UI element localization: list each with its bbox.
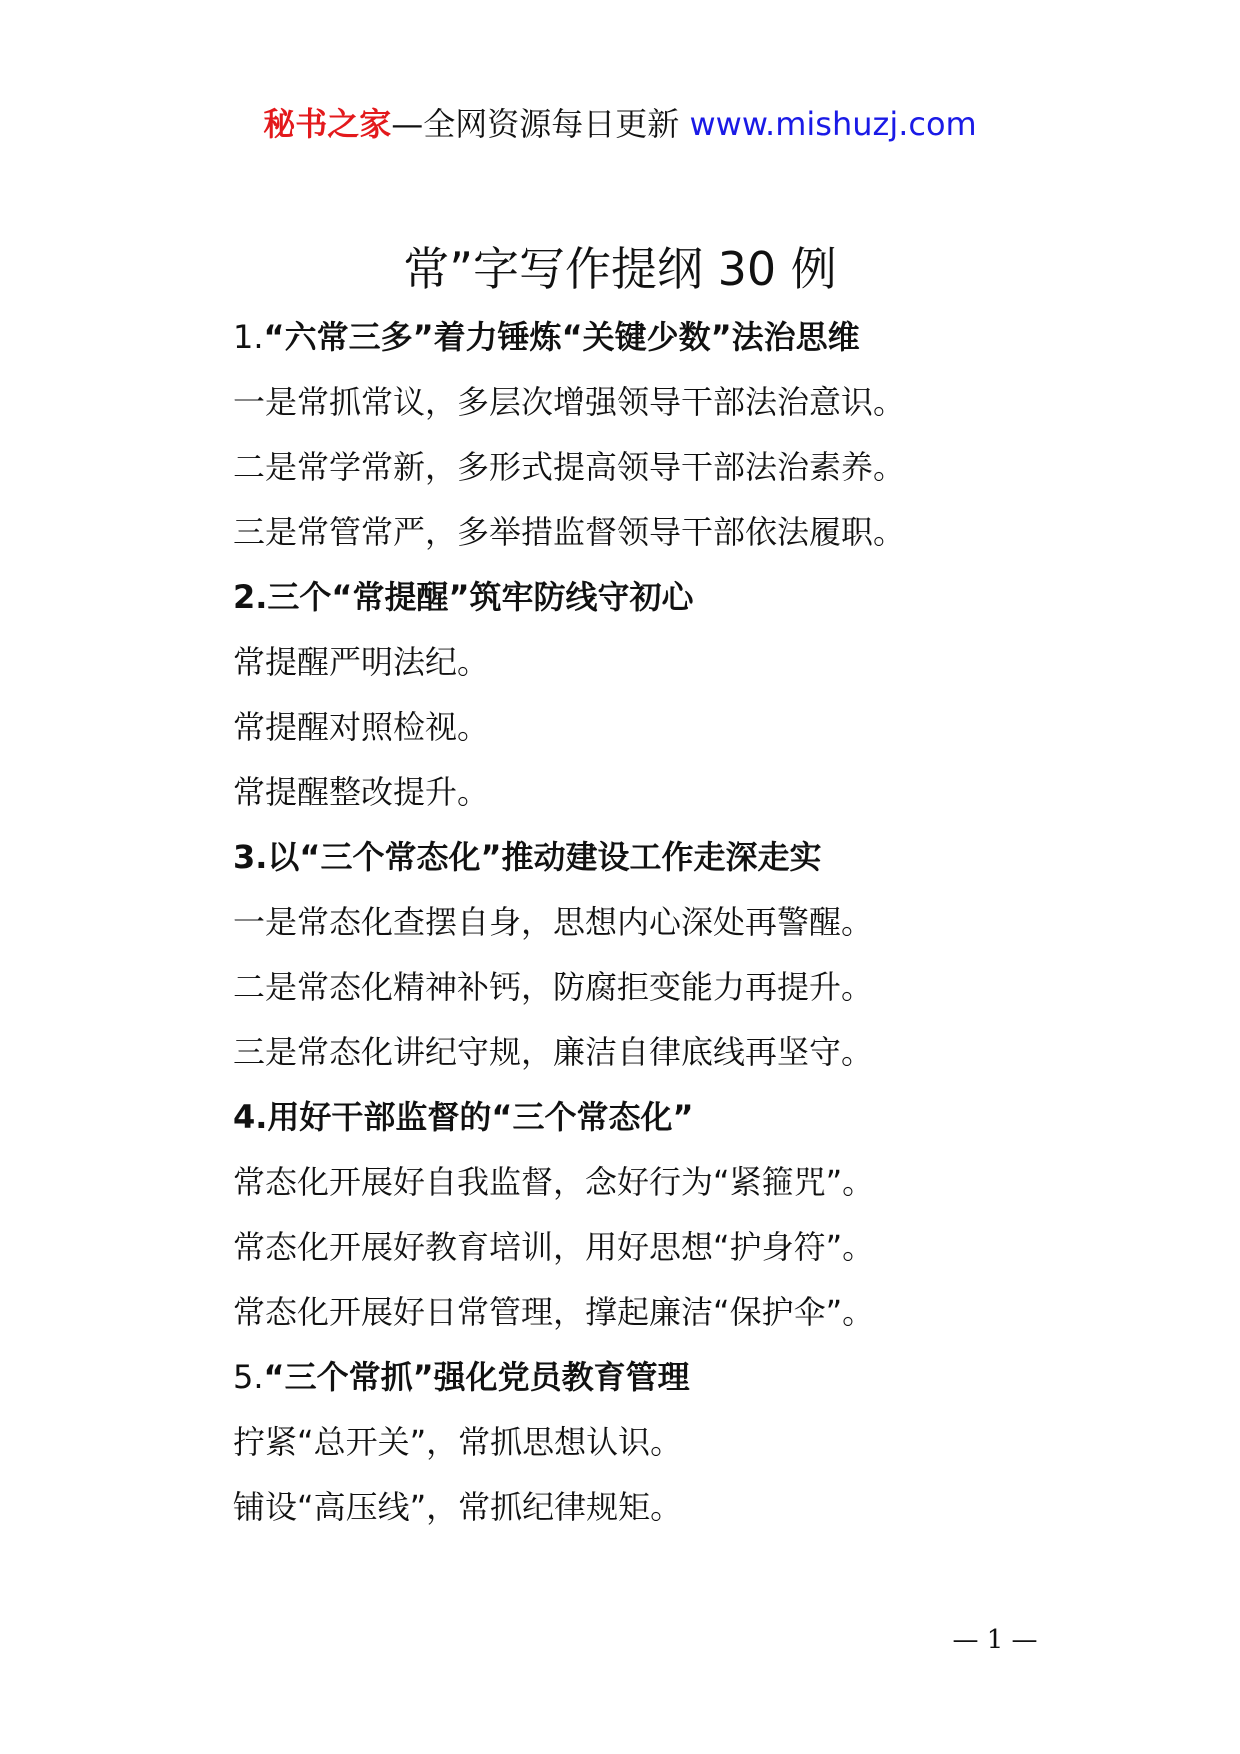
list-item: 三是常管常严，多举措监督领导干部依法履职。 bbox=[233, 513, 906, 551]
site-header bbox=[0, 100, 1240, 148]
list-item: 一是常态化查摆自身，思想内心深处再警醒。 bbox=[233, 903, 874, 941]
page-number: — 1 — bbox=[952, 1625, 1038, 1655]
list-item: 常态化开展好教育培训，用好思想“护身符”。 bbox=[233, 1228, 875, 1266]
list-item: 常提醒对照检视。 bbox=[233, 708, 490, 746]
list-item: 铺设“高压线”，常抓纪律规矩。 bbox=[233, 1488, 683, 1526]
list-item: 拧紧“总开关”，常抓思想认识。 bbox=[233, 1423, 683, 1461]
list-item: 二是常学常新，多形式提高领导干部法治素养。 bbox=[233, 448, 906, 486]
section-heading bbox=[233, 1345, 1133, 1410]
section-title: 以“三个常态化”推动建设工作走深走实 bbox=[267, 838, 822, 876]
section-title: “三个常抓”强化党员教育管理 bbox=[263, 1358, 690, 1396]
section-number: 1. bbox=[233, 318, 264, 356]
section-number: 5. bbox=[233, 1358, 264, 1396]
section-title: 用好干部监督的“三个常态化” bbox=[267, 1098, 694, 1136]
website-link[interactable]: www.mishuzj.com bbox=[689, 105, 977, 143]
document-body bbox=[233, 305, 1133, 1540]
section-number: 2. bbox=[233, 578, 268, 616]
section-number: 4. bbox=[233, 1098, 268, 1136]
section-title: “六常三多”着力锤炼“关键少数”法治思维 bbox=[263, 318, 860, 356]
section-heading bbox=[233, 1085, 1133, 1150]
list-item: 常提醒严明法纪。 bbox=[233, 643, 490, 681]
list-item: 三是常态化讲纪守规，廉洁自律底线再坚守。 bbox=[233, 1033, 874, 1071]
list-item: 一是常抓常议，多层次增强领导干部法治意识。 bbox=[233, 383, 906, 421]
header-slogan: —全网资源每日更新 bbox=[391, 105, 690, 143]
section-heading bbox=[233, 305, 1133, 370]
list-item: 常态化开展好日常管理，撑起廉洁“保护伞”。 bbox=[233, 1293, 875, 1331]
list-item: 常提醒整改提升。 bbox=[233, 773, 490, 811]
list-item: 二是常态化精神补钙，防腐拒变能力再提升。 bbox=[233, 968, 874, 1006]
document-title: 常”字写作提纲 30 例 bbox=[403, 242, 837, 296]
list-item: 常态化开展好自我监督，念好行为“紧箍咒”。 bbox=[233, 1163, 875, 1201]
section-number: 3. bbox=[233, 838, 268, 876]
section-heading bbox=[233, 825, 1133, 890]
section-title: 三个“常提醒”筑牢防线守初心 bbox=[267, 578, 694, 616]
brand-name: 秘书之家 bbox=[263, 105, 392, 143]
section-heading bbox=[233, 565, 1133, 630]
